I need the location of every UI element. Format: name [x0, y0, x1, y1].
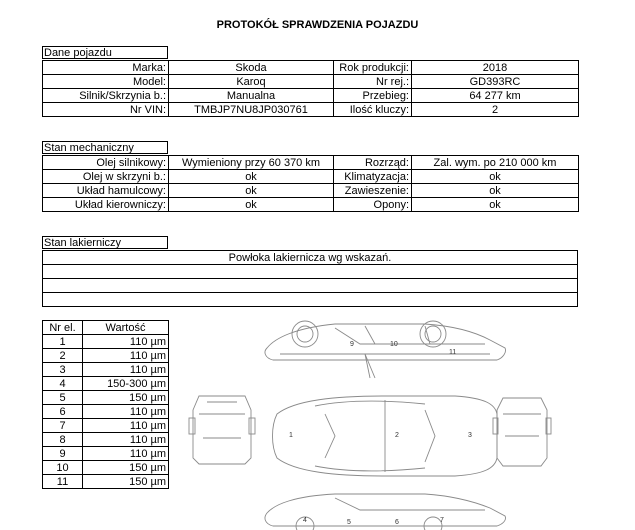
measurement-value: 110 µm [83, 447, 169, 461]
table-row [43, 461, 169, 475]
vehicle-label-engine: Silnik/Skrzynia b.: [43, 89, 169, 103]
vehicle-table [42, 60, 579, 117]
measurement-table [42, 320, 169, 489]
car-front-view [189, 396, 255, 464]
vehicle-label-vin: Nr VIN: [43, 103, 169, 117]
car-rear-view [493, 398, 551, 466]
diagram-label: 11 [449, 349, 457, 356]
mech-label-steering: Układ kierowniczy: [43, 198, 169, 212]
measurement-header-no: Nr el. [43, 321, 83, 335]
mech-label-gearbox-oil: Olej w skrzyni b.: [43, 170, 169, 184]
vehicle-label-plate: Nr rej.: [334, 75, 412, 89]
vehicle-label-brand: Marka: [43, 61, 169, 75]
table-row [43, 279, 578, 293]
table-row [43, 405, 169, 419]
mech-value-brakes: ok [169, 184, 334, 198]
table-row [43, 251, 578, 265]
measurement-value: 110 µm [83, 349, 169, 363]
mech-value-tyres: ok [412, 198, 579, 212]
vehicle-value-plate: GD393RC [412, 75, 579, 89]
paint-note-empty [43, 293, 578, 307]
car-side-view-bottom [265, 494, 506, 530]
measurement-no: 2 [43, 349, 83, 363]
measurement-value: 150 µm [83, 461, 169, 475]
table-row [43, 184, 579, 198]
mech-value-gearbox-oil: ok [169, 170, 334, 184]
table-row [43, 349, 169, 363]
paint-notes-table [42, 250, 578, 307]
paint-section-label: Stan lakierniczy [42, 236, 168, 249]
table-row [43, 363, 169, 377]
measurement-no: 8 [43, 433, 83, 447]
mech-value-engine-oil: Wymieniony przy 60 370 km [169, 156, 334, 170]
vehicle-label-mileage: Przebieg: [334, 89, 412, 103]
diagram-label: 5 [347, 519, 351, 526]
vehicle-value-model: Karoq [169, 75, 334, 89]
table-row [43, 75, 579, 89]
measurement-header-value: Wartość [83, 321, 169, 335]
table-row [43, 447, 169, 461]
table-row [43, 321, 169, 335]
vehicle-value-mileage: 64 277 km [412, 89, 579, 103]
table-row [43, 89, 579, 103]
diagram-label: 2 [395, 432, 399, 439]
mech-label-ac: Klimatyzacja: [334, 170, 412, 184]
diagram-label: 10 [390, 341, 398, 348]
vehicle-value-brand: Skoda [169, 61, 334, 75]
table-row [43, 419, 169, 433]
table-row [43, 156, 579, 170]
measurement-value: 150 µm [83, 391, 169, 405]
mech-label-timing: Rozrząd: [334, 156, 412, 170]
measurement-no: 3 [43, 363, 83, 377]
diagram-labels [289, 341, 472, 526]
paint-note-empty [43, 279, 578, 293]
table-row [43, 335, 169, 349]
mech-value-timing: Zal. wym. po 210 000 km [412, 156, 579, 170]
table-row [43, 475, 169, 489]
measurement-value: 110 µm [83, 363, 169, 377]
mech-label-tyres: Opony: [334, 198, 412, 212]
measurement-no: 9 [43, 447, 83, 461]
vehicle-label-year: Rok produkcji: [334, 61, 412, 75]
measurement-value: 110 µm [83, 405, 169, 419]
car-side-view-top [265, 321, 506, 378]
vehicle-label-model: Model: [43, 75, 169, 89]
table-row [43, 265, 578, 279]
diagram-label: 9 [350, 341, 354, 348]
paint-note-empty [43, 265, 578, 279]
table-row [43, 103, 579, 117]
mech-label-engine-oil: Olej silnikowy: [43, 156, 169, 170]
diagram-label: 1 [289, 432, 293, 439]
vehicle-label-keys: Ilość kluczy: [334, 103, 412, 117]
mech-value-steering: ok [169, 198, 334, 212]
mech-value-ac: ok [412, 170, 579, 184]
diagram-label: 3 [468, 432, 472, 439]
mech-label-brakes: Układ hamulcowy: [43, 184, 169, 198]
car-diagram [185, 318, 590, 530]
table-row [43, 433, 169, 447]
vehicle-value-vin: TMBJP7NU8JP030761 [169, 103, 334, 117]
measurement-no: 1 [43, 335, 83, 349]
vehicle-value-keys: 2 [412, 103, 579, 117]
document-title: PROTOKÓŁ SPRAWDZENIA POJAZDU [216, 19, 419, 31]
table-row [43, 198, 579, 212]
diagram-label: 4 [303, 517, 307, 524]
mech-value-suspension: ok [412, 184, 579, 198]
vehicle-section-label: Dane pojazdu [42, 46, 168, 59]
measurement-no: 4 [43, 377, 83, 391]
diagram-label: 6 [395, 519, 399, 526]
measurement-no: 6 [43, 405, 83, 419]
table-row [43, 377, 169, 391]
paint-note: Powłoka lakiernicza wg wskazań. [43, 251, 578, 265]
vehicle-value-year: 2018 [412, 61, 579, 75]
table-row [43, 391, 169, 405]
measurement-no: 5 [43, 391, 83, 405]
mechanical-table [42, 155, 579, 212]
measurement-value: 150 µm [83, 475, 169, 489]
diagram-label: 7 [440, 517, 444, 524]
vehicle-value-engine: Manualna [169, 89, 334, 103]
mech-label-suspension: Zawieszenie: [334, 184, 412, 198]
car-top-view [273, 396, 498, 476]
table-row [43, 61, 579, 75]
measurement-value: 110 µm [83, 433, 169, 447]
measurement-no: 11 [43, 475, 83, 489]
table-row [43, 293, 578, 307]
measurement-no: 7 [43, 419, 83, 433]
measurement-value: 110 µm [83, 419, 169, 433]
measurement-no: 10 [43, 461, 83, 475]
table-row [43, 170, 579, 184]
measurement-value: 110 µm [83, 335, 169, 349]
mechanical-section-label: Stan mechaniczny [42, 141, 168, 154]
measurement-value: 150-300 µm [83, 377, 169, 391]
